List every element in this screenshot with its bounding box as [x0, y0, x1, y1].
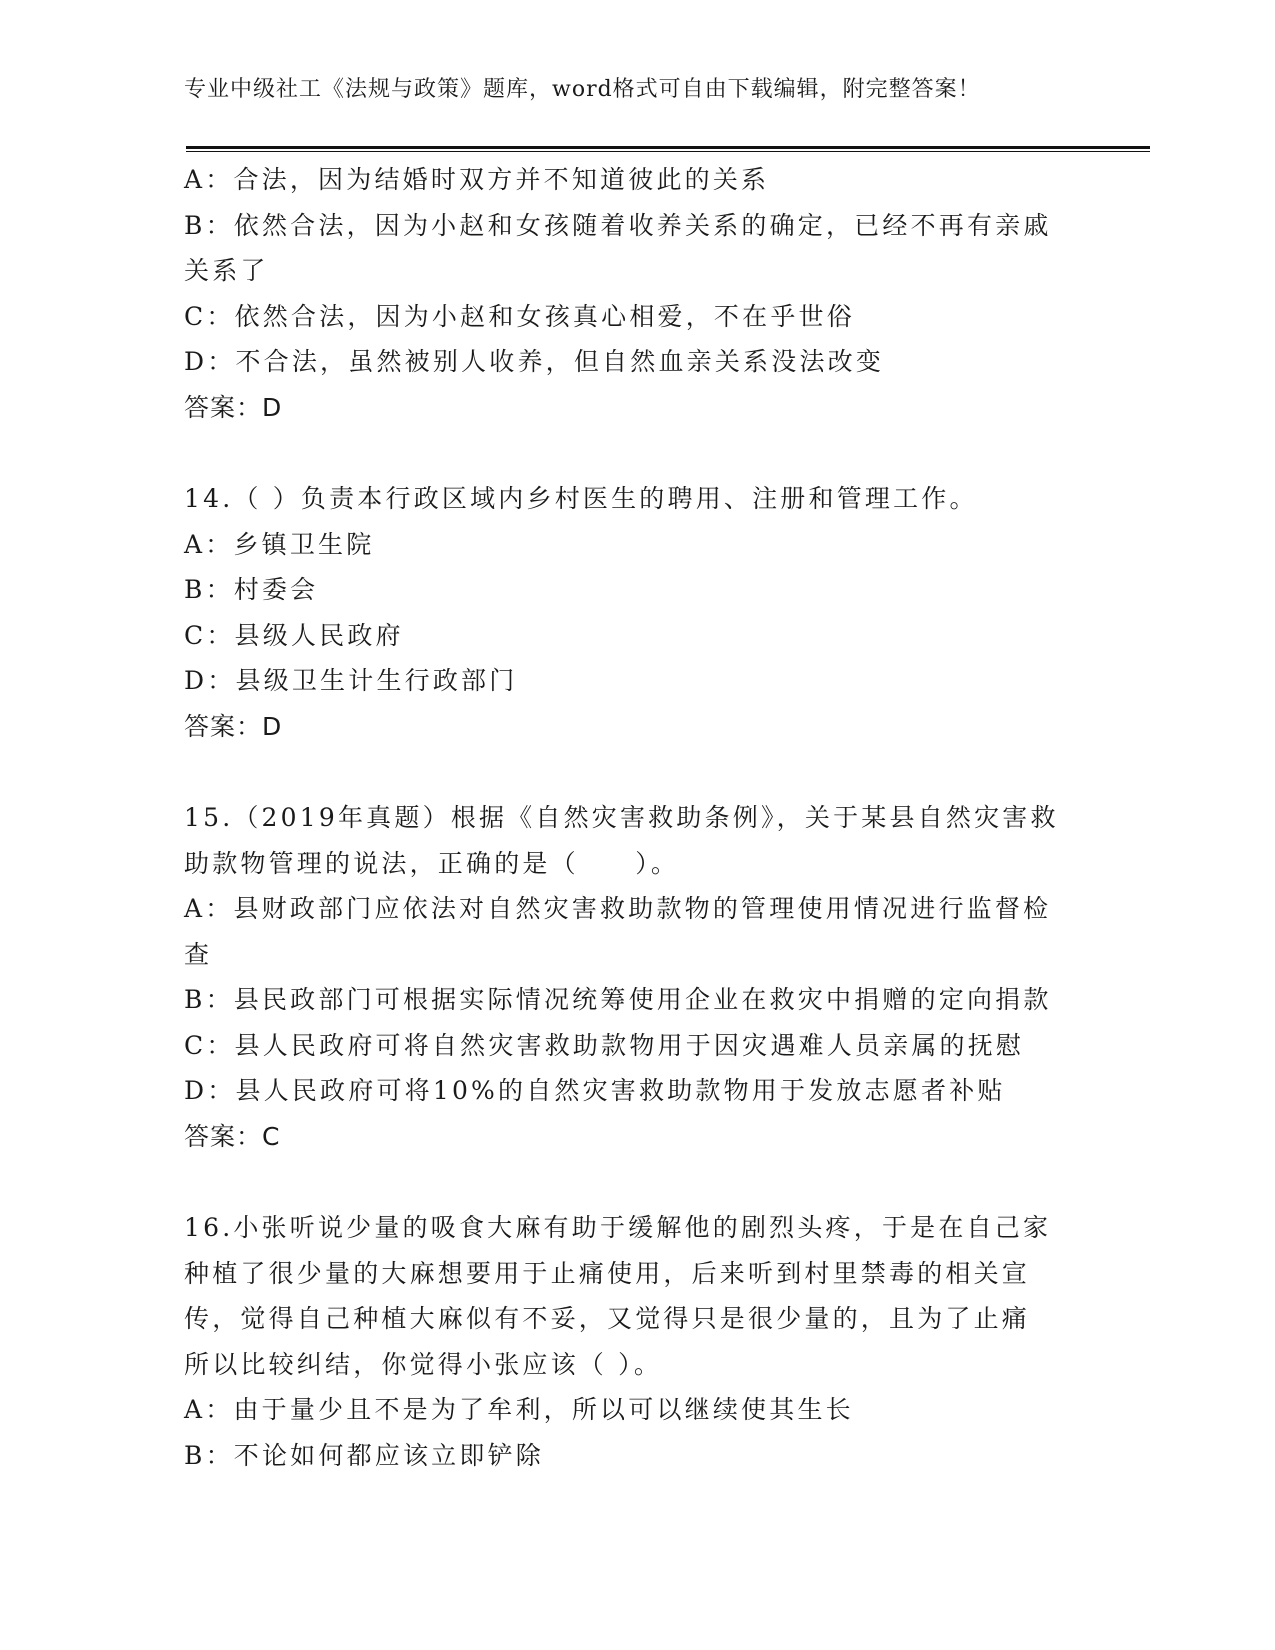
q16-option-b: B：不论如何都应该立即铲除: [184, 1440, 544, 1470]
q15-stem-line1: 15.（2019年真题）根据《自然灾害救助条例》，关于某县自然灾害救: [184, 803, 1059, 832]
header-rule-thick: [186, 146, 1150, 149]
q15-option-a-line1: A：县财政部门应依法对自然灾害救助款物的管理使用情况进行监督检: [184, 894, 1052, 923]
q15-stem-line2: 助款物管理的说法，正确的是（ ）。: [184, 848, 680, 878]
q15-option-b: B：县民政部门可根据实际情况统筹使用企业在救灾中捐赠的定向捐款: [184, 985, 1052, 1014]
q13-option-b-line1: B：依然合法，因为小赵和女孩随着收养关系的确定，已经不再有亲戚: [184, 210, 1052, 240]
q16-stem-line1: 16.小张听说少量的吸食大麻有助于缓解他的剧烈头疼，于是在自己家: [184, 1213, 1052, 1242]
q15-option-a-line2: 查: [184, 939, 213, 969]
q14-stem: 14.（ ）负责本行政区域内乡村医生的聘用、注册和管理工作。: [184, 484, 978, 513]
q13-option-a: A：合法，因为结婚时双方并不知道彼此的关系: [184, 165, 770, 194]
page-header: 专业中级社工《法规与政策》题库，word格式可自由下载编辑，附完整答案！: [184, 77, 981, 102]
q16-option-a: A：由于量少且不是为了牟利，所以可以继续使其生长: [184, 1395, 854, 1424]
document-body: [184, 157, 1084, 1478]
header-rule-thin: [186, 151, 1150, 152]
question-14: [184, 476, 1084, 749]
q13-option-b-line2: 关系了: [184, 256, 269, 285]
q15-option-c: C：县人民政府可将自然灾害救助款物用于因灾遇难人员亲属的抚慰: [184, 1030, 1025, 1060]
question-spacer: [184, 1159, 1084, 1205]
q15-answer: 答案：C: [184, 1121, 281, 1151]
q13-option-c: C：依然合法，因为小赵和女孩真心相爱，不在乎世俗: [184, 301, 855, 331]
q14-option-a: A：乡镇卫生院: [184, 529, 375, 559]
q16-stem-line2: 种植了很少量的大麻想要用于止痛使用，后来听到村里禁毒的相关宣: [184, 1258, 1031, 1288]
q15-option-d: D：县人民政府可将10%的自然灾害救助款物用于发放志愿者补贴: [184, 1076, 1006, 1105]
q14-option-c: C：县级人民政府: [184, 620, 404, 650]
question-spacer: [184, 749, 1084, 795]
question-15: [184, 795, 1084, 1159]
question-13-tail: [184, 157, 1084, 430]
q13-option-d: D：不合法，虽然被别人收养，但自然血亲关系没法改变: [184, 347, 885, 376]
q14-option-b: B：村委会: [184, 575, 319, 604]
question-spacer: [184, 430, 1084, 476]
question-16: [184, 1205, 1084, 1478]
q14-answer: 答案：D: [184, 711, 283, 741]
q16-stem-line4: 所以比较纠结，你觉得小张应该（ ）。: [184, 1349, 663, 1379]
q13-answer: 答案：D: [184, 392, 283, 422]
q16-stem-line3: 传，觉得自己种植大麻似有不妥，又觉得只是很少量的，且为了止痛: [184, 1304, 1031, 1333]
q14-option-d: D：县级卫生计生行政部门: [184, 666, 518, 695]
